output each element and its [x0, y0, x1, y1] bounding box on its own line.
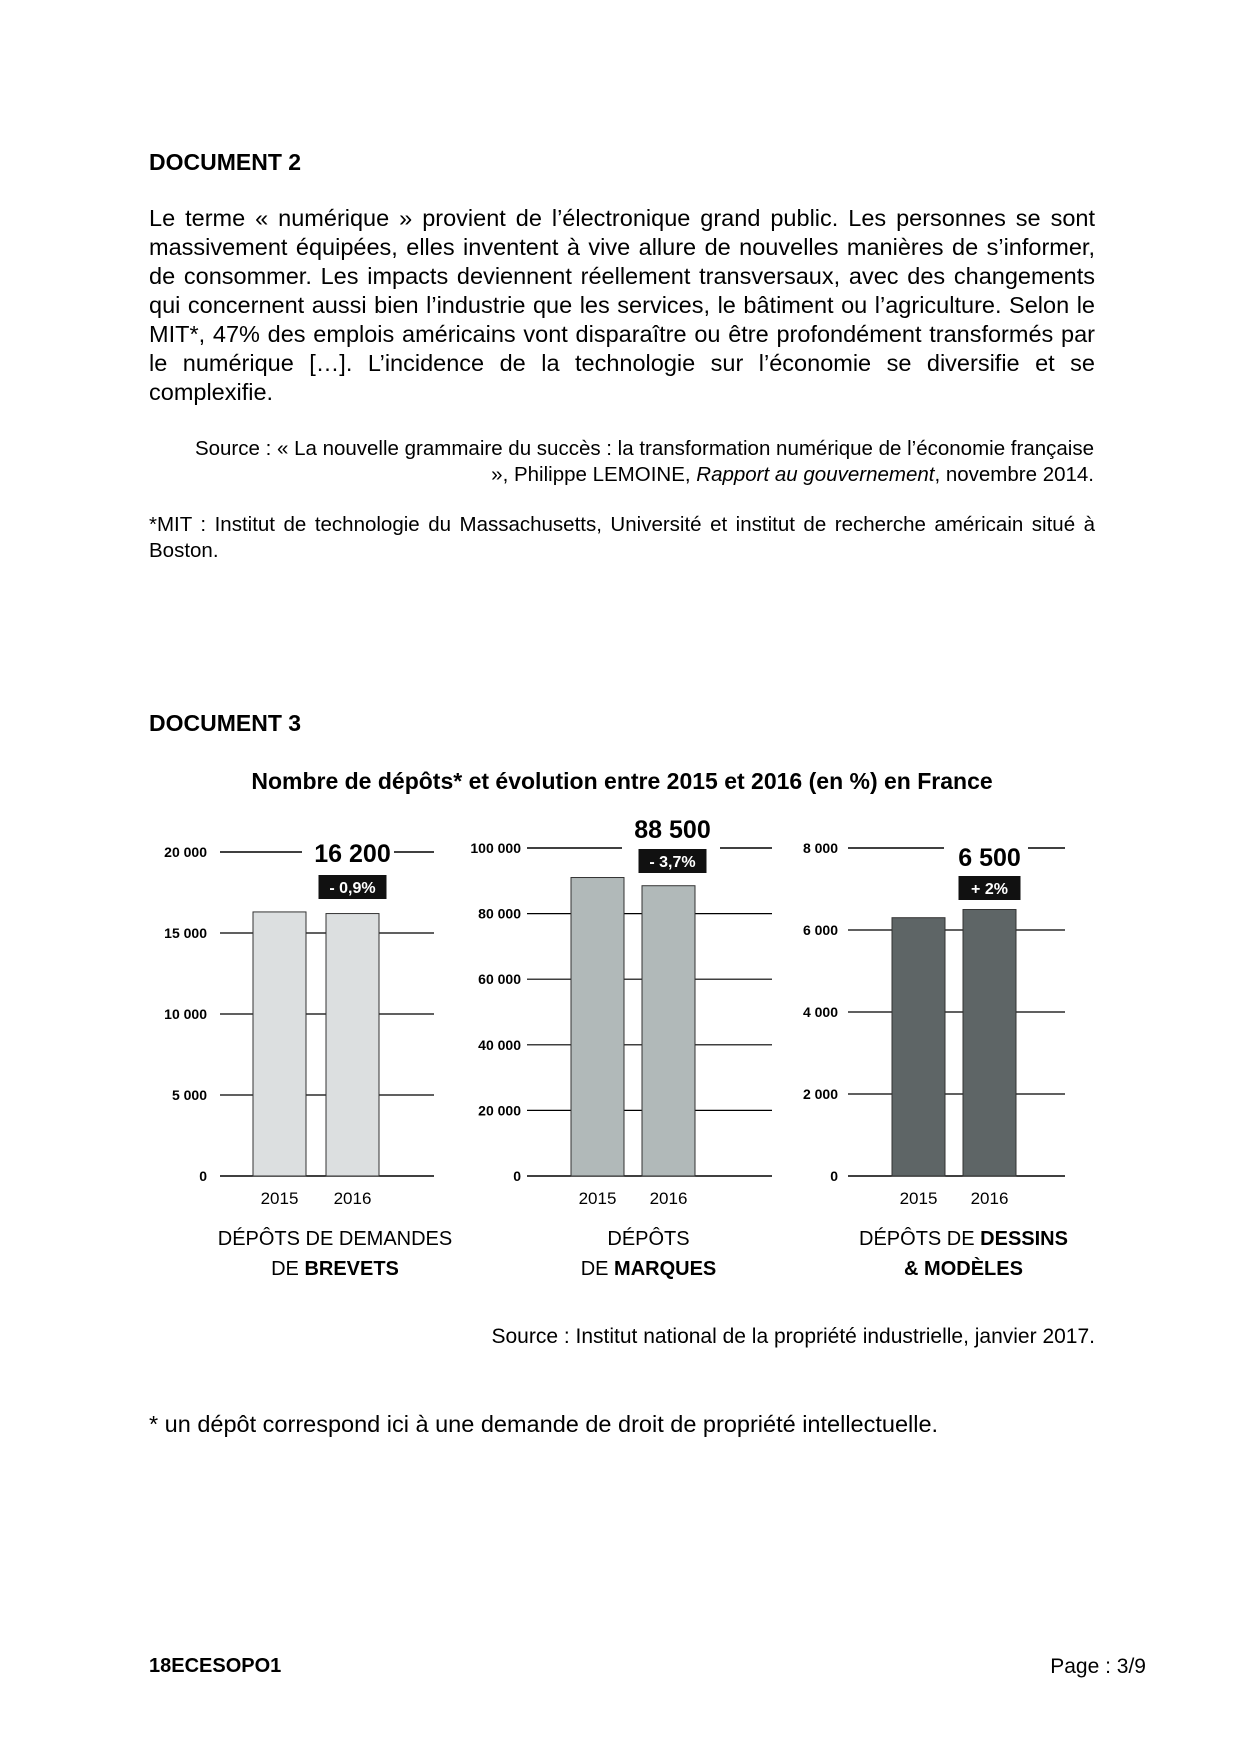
x-tick-label: 2015 — [260, 1189, 299, 1208]
change-label: + 2% — [971, 881, 1008, 898]
total-value-label: 6 500 — [958, 844, 1021, 872]
y-tick-label: 8 000 — [802, 840, 838, 856]
footer-exam-code: 18ECESOPO1 — [149, 1655, 282, 1677]
document-2-heading: DOCUMENT 2 — [149, 149, 302, 175]
footer-page-number: Page : 3/9 — [1050, 1655, 1146, 1678]
x-tick-label: 2016 — [333, 1189, 372, 1208]
category-label-line2: & MODÈLES — [904, 1258, 1023, 1280]
total-value-label: 88 500 — [634, 816, 711, 844]
document-2-text: Le terme « numérique » provient de l’électronique grand public. Les personnes se sont massivement équipées, elles inventent à vive allure de nouvelles manières de s’informer, de consommer. Les impacts deviennent réellement transversaux, avec des changements qui concernent aussi bien l’industrie que les services, le bâtiment ou l’agriculture. Selon le MIT*, 47% des emplois américains vont disparaître ou être profondément transformés par le numérique […]. L’incidence de la technologie sur l’économie se diversifie et se complexifie. — [149, 205, 1095, 405]
y-tick-label: 5 000 — [171, 1087, 207, 1103]
bar-2016 — [326, 914, 379, 1176]
chart-panel-1 — [164, 840, 452, 1280]
mit-note: *MIT : Institut de technologie du Massachusetts, Université et institut de recherche américain situé à Boston. — [149, 513, 1095, 562]
bar-2015 — [253, 912, 306, 1176]
category-label-line2: DE MARQUES — [580, 1258, 717, 1280]
y-tick-label: 15 000 — [164, 925, 207, 941]
bar-2015 — [892, 918, 945, 1176]
y-tick-label: 40 000 — [478, 1036, 521, 1053]
chart-title: Nombre de dépôts* et évolution entre 2015 et 2016 (en %) en France — [251, 768, 993, 794]
category-label-line1: DÉPÔTS DE DESSINS — [859, 1228, 1068, 1250]
source-publication: Rapport au gouvernement — [696, 463, 935, 486]
x-tick-label: 2015 — [578, 1189, 617, 1208]
bar-2016 — [642, 886, 695, 1176]
y-tick-label: 10 000 — [164, 1006, 207, 1022]
y-tick-label: 0 — [199, 1168, 207, 1184]
source-prefix: Source : « La nouvelle grammaire du succès : la transformation numérique de l’économie française », Philippe LEMOINE, — [194, 437, 1094, 486]
change-label: - 3,7% — [649, 854, 696, 871]
chart-panel-2 — [470, 816, 772, 1280]
x-tick-label: 2016 — [649, 1189, 688, 1208]
document-3-heading: DOCUMENT 3 — [149, 710, 302, 736]
y-tick-label: 2 000 — [802, 1086, 838, 1102]
y-tick-label: 20 000 — [164, 844, 207, 860]
category-label-line2: DE BREVETS — [271, 1258, 399, 1280]
y-tick-label: 6 000 — [802, 922, 838, 938]
category-label-line1: DÉPÔTS — [607, 1228, 690, 1250]
y-tick-label: 20 000 — [478, 1102, 521, 1119]
y-tick-label: 4 000 — [802, 1004, 838, 1020]
y-tick-label: 60 000 — [478, 971, 521, 988]
total-value-label: 16 200 — [314, 840, 391, 868]
y-tick-label: 80 000 — [478, 905, 521, 922]
bar-2016 — [963, 910, 1016, 1177]
x-tick-label: 2015 — [899, 1189, 938, 1208]
y-tick-label: 0 — [513, 1168, 521, 1184]
bar-2015 — [571, 878, 624, 1176]
y-tick-label: 0 — [830, 1168, 838, 1184]
source-suffix: , novembre 2014. — [934, 463, 1094, 486]
x-tick-label: 2016 — [970, 1189, 1009, 1208]
change-label: - 0,9% — [329, 880, 376, 897]
chart-panel-3 — [803, 840, 1068, 1280]
y-tick-label: 100 000 — [470, 840, 521, 856]
category-label-line1: DÉPÔTS DE DEMANDES — [217, 1228, 453, 1250]
footnote: * un dépôt correspond ici à une demande de droit de propriété intellectuelle. — [149, 1411, 939, 1437]
chart-source: Source : Institut national de la propriété industrielle, janvier 2017. — [491, 1325, 1095, 1348]
